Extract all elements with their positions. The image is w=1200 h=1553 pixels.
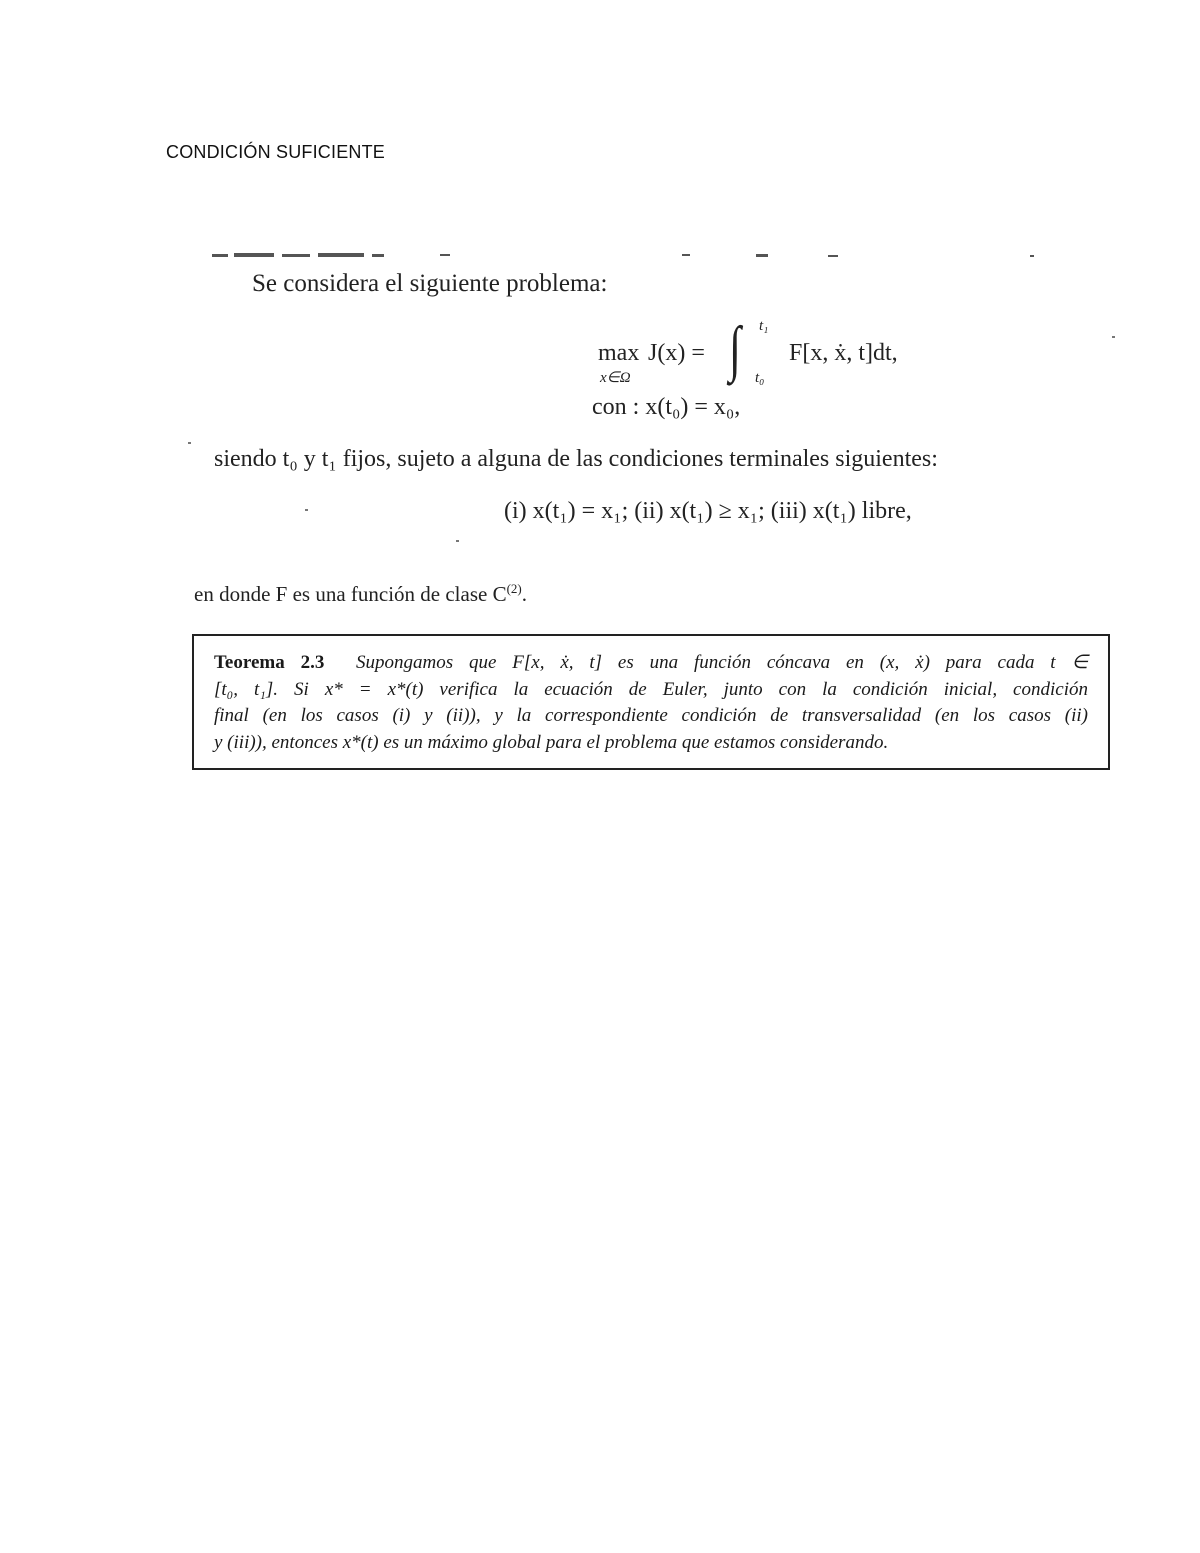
theorem-line — [214, 703, 1088, 730]
theorem-label: Teorema 2.3 — [214, 652, 325, 673]
theorem-line — [214, 730, 1088, 757]
scan-speck — [188, 442, 191, 444]
page-heading: CONDICIÓN SUFICIENTE — [166, 142, 386, 162]
integral-sign: ∫ — [729, 315, 741, 383]
integral-lower-limit: t₀ — [755, 370, 765, 386]
problem-intro: Se considera el siguiente problema: — [252, 270, 608, 297]
theorem-line-text: final (en los casos (i) y (ii)), y la correspondiente condición de transversalidad (en los casos (ii) — [214, 705, 1088, 726]
optimization-formula — [592, 315, 972, 428]
max-subscript: x∈Ω — [600, 370, 631, 386]
max-operator: max — [598, 340, 640, 366]
function-class-suffix: . — [521, 582, 528, 606]
theorem-line — [214, 677, 1088, 704]
function-class-superscript: (2) — [506, 581, 522, 596]
scan-speck — [1112, 336, 1115, 338]
integrand: F[x, ẋ, t]dt, — [789, 340, 898, 366]
theorem-line-text: Supongamos que F[x, ẋ, t] es una función cóncava en (x, ẋ) para cada t ∈ — [356, 652, 1088, 673]
terminal-cases: (i) x(t₁) = x₁; (ii) x(t₁) ≥ x₁; (iii) x(t₁) libre, — [504, 498, 912, 524]
theorem-box — [192, 634, 1110, 770]
theorem-line-text: [t₀, t₁]. Si x* = x*(t) verifica la ecuación de Euler, junto con la condición inicial, condición — [214, 678, 1088, 700]
objective-functional: J(x) = — [648, 340, 705, 366]
scan-speck — [305, 509, 308, 511]
function-class-prefix: en donde F es una función de clase C — [194, 582, 507, 606]
terminal-conditions-text: siendo t₀ y t₁ fijos, sujeto a alguna de las condiciones terminales siguientes: — [214, 446, 938, 472]
initial-condition: con : x(t₀) = x₀, — [592, 394, 741, 420]
function-class-text — [194, 581, 527, 607]
theorem-line — [214, 650, 1088, 677]
cropped-text-fragment — [212, 252, 1042, 258]
integral-upper-limit: t₁ — [759, 318, 769, 334]
scan-speck — [456, 540, 459, 542]
theorem-line-text: y (iii)), entonces x*(t) es un máximo global para el problema que estamos considerando. — [214, 731, 889, 753]
